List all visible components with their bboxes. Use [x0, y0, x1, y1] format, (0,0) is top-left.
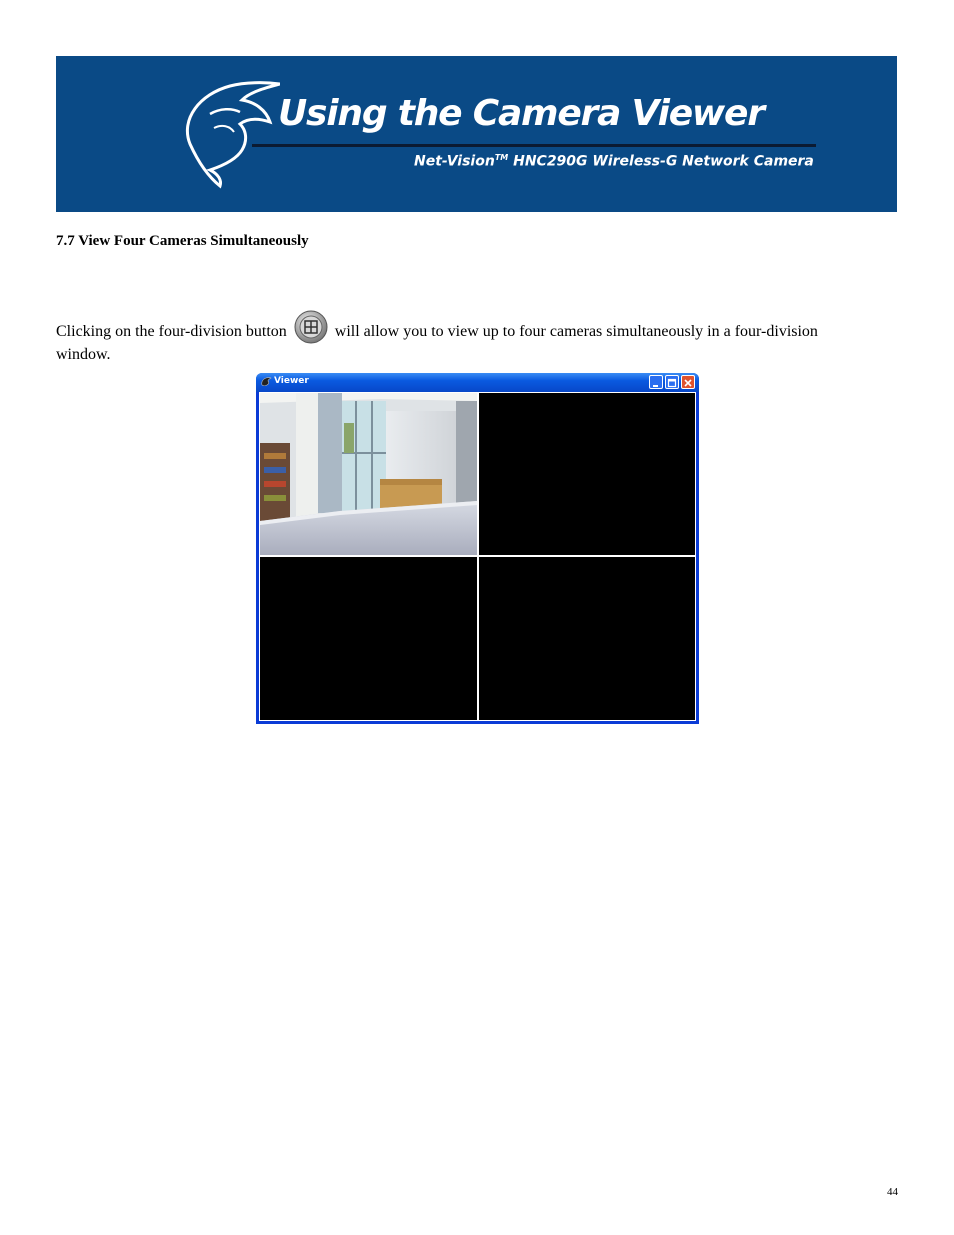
section-heading: 7.7 View Four Cameras Simultaneously — [56, 233, 309, 249]
viewer-window — [256, 373, 699, 724]
camera-cell-1[interactable] — [260, 393, 477, 555]
banner-title: Using the Camera Viewer — [278, 93, 764, 134]
camera-cell-2[interactable] — [479, 393, 695, 555]
header-banner — [56, 56, 897, 212]
camera-cell-4[interactable] — [479, 557, 695, 720]
page-number: 44 — [887, 1186, 898, 1198]
subtitle-product: HNC290G Wireless-G Network Camera — [513, 153, 814, 170]
viewer-title: Viewer — [274, 376, 309, 386]
minimize-icon[interactable] — [649, 375, 663, 389]
paragraph-text-before: Clicking on the four-division button — [56, 323, 287, 340]
four-division-icon — [294, 310, 328, 344]
camera-feed-office — [260, 393, 477, 555]
camera-app-icon — [260, 376, 272, 388]
banner-rule — [252, 144, 816, 147]
maximize-icon[interactable] — [665, 375, 679, 389]
viewer-titlebar[interactable] — [256, 373, 699, 392]
banner-subtitle — [414, 153, 814, 170]
four-division-grid — [259, 392, 696, 721]
instruction-paragraph — [56, 310, 876, 365]
subtitle-brand: Net-Vision — [414, 153, 495, 170]
subtitle-tm: TM — [494, 153, 509, 162]
camera-cell-3[interactable] — [260, 557, 477, 720]
eagle-head-logo — [170, 74, 280, 194]
paragraph-text-after: will allow you to view up to four cameras simultaneously in a four-division window. — [56, 323, 818, 363]
close-icon[interactable] — [681, 375, 695, 389]
